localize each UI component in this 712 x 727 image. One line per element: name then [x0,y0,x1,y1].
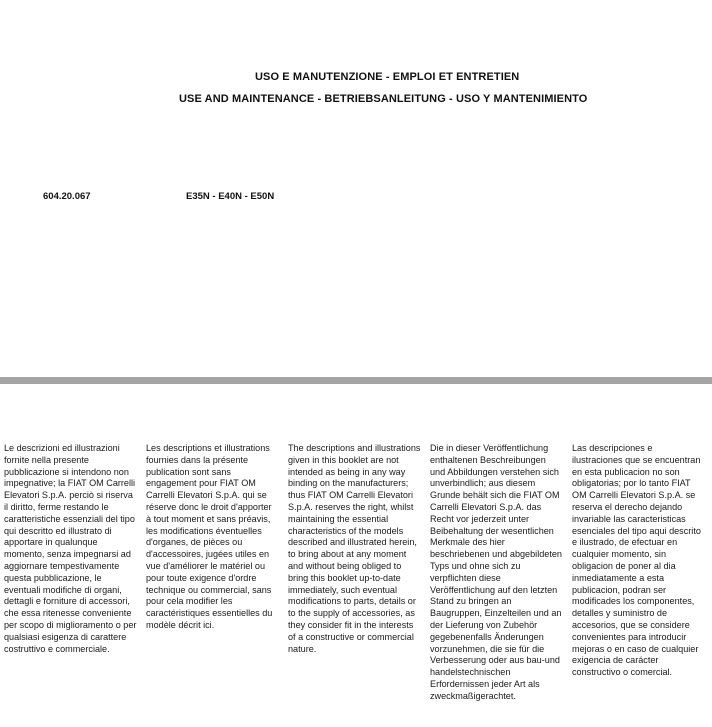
disclaimer-french: Les descriptions et illustrations fournies dans la présente publication sont sans engagement pour FIAT OM Carrelli Elevatori S.p.A. qui se réserve donc le droit d'apporter à tout moment et sans préavis, les modifications éventuelles d'organes, de pièces ou d'accessoires, jugées utiles en vue d'améliorer le matériel ou pour toute exigence d'ordre technique ou commercial, sans pour cela modifier les caractéristiques essentielles du modèle décrit ici. [146,443,273,630]
title-line-2: USE AND MAINTENANCE - BETRIEBSANLEITUNG - USO Y MANTENIMIENTO [179,93,588,105]
document-code: 604.20.067 [43,191,91,202]
disclaimer-italian: Le descrizioni ed illustrazioni fornite nella presente pubblicazione si intendono non impegnative; la FIAT OM Carrelli Elevatori S.p.A. perciò si riserva il diritto, ferme restando le caratteristiche essenziali del tipo qui descritto ed illustrato di apportare in qualunque momento, senza impegnarsi ad aggiornare tempestivamente questa pubblicazione, le eventuali modifiche di organi, dettagli e forniture di accessori, che essa ritenesse conveniente per scopo di miglioramento o per qualsiasi esigenza di carattere costruttivo e commerciale. [4,443,137,654]
model-list: E35N - E40N - E50N [186,191,275,202]
divider-rule [0,377,712,384]
disclaimer-spanish: Las descripciones e ilustraciones que se encuentran en esta publicacion no son obligatorias; por lo tanto FIAT OM Carrelli Elevatori S.p.A. se reserva el derecho dejando invariable las caracteristicas esenciales del tipo aqui descrito e ilustrado, de efectuar en cualquier momento, sin obligacion de poner al dia inmediatamente a esta publicacion, podran ser modificades los componentes, detalles y suministro de accesorios, que se considere convenientes para introducir mejoras o en caso de cualquier exigencia de carácter constructivo o comercial. [572,443,701,678]
title-line-1: USO E MANUTENZIONE - EMPLOI ET ENTRETIEN [255,71,520,83]
disclaimer-english: The descriptions and illustrations given in this booklet are not intended as being in any way binding on the manufacturers; thus FIAT OM Carrelli Elevatori S.p.A. reserves the right, whilst maintaining the essential characteristics of the models described and illustrated herein, to bring about at any moment and without being obliged to bring this booklet up-to-date immediately, such eventual modifications to parts, details or to the supply of accessories, as they consider fit in the interests of a constructive or commercial nature. [288,443,421,654]
disclaimer-german: Die in dieser Veröffentlichung enthaltenen Beschreibungen und Abbildungen verstehen sich unverbindlich; aus diesem Grunde behält sich die FIAT OM Carrelli Elevatori S.p.A. das Recht vor jederzeit unter Beibehaltung der wesentlichen Merkmale des hier beschriebenen und abgebildeten Typs und ohne sich zu verpflichten diese Veröffentlichung auf den letzten Stand zu bringen an Baugruppen, Einzelteilen und an der Lieferung von Zubehör gegebenenfalls Änderungen vorzunehmen, die sie für die Verbesserung oder aus bau-und handelstechnischen Erfordernissen jeder Art als zweckmaßigerachtet. [430,443,562,701]
